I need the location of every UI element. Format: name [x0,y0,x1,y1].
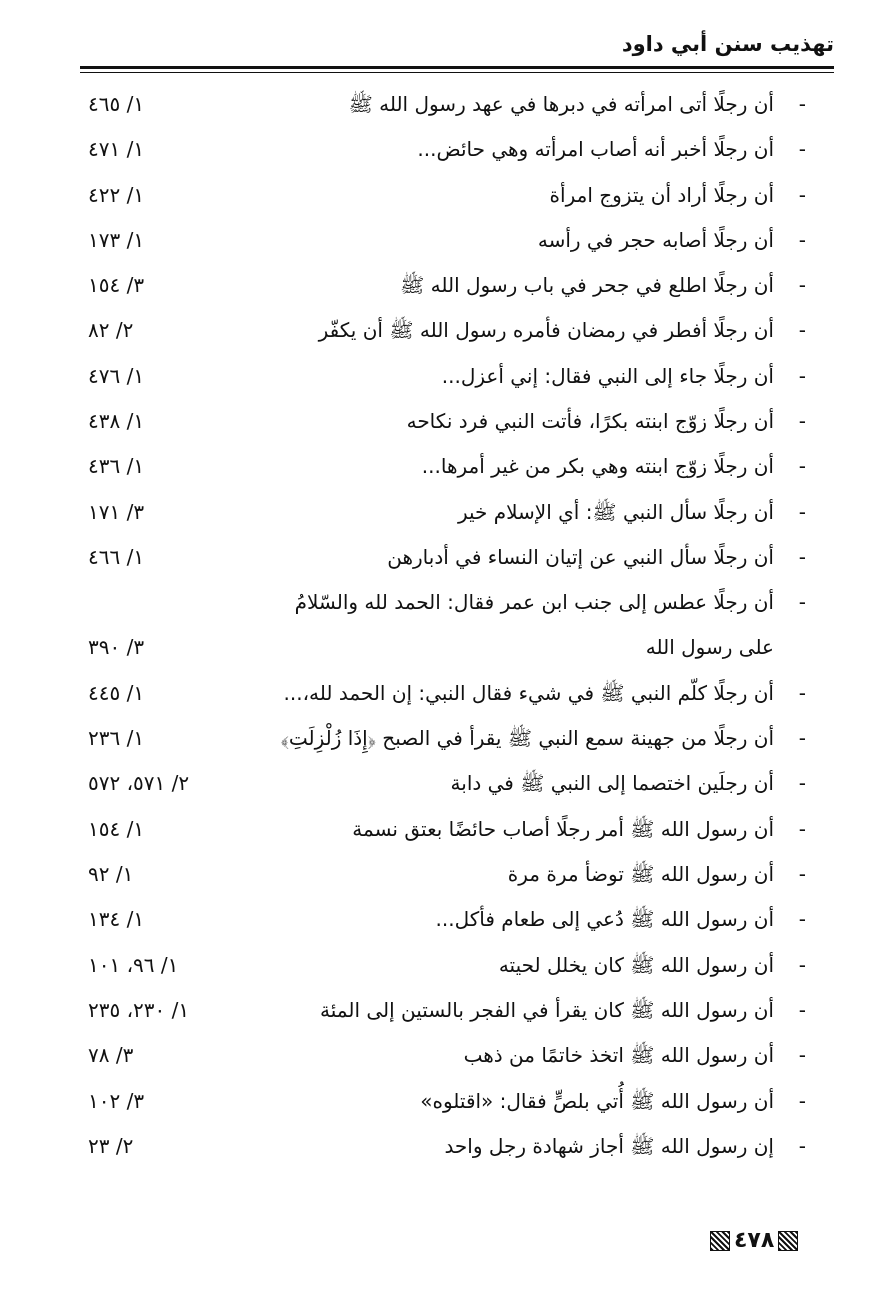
ornament-icon [710,1231,730,1251]
index-entry [0,354,892,399]
page-footer [710,1228,798,1253]
entry-reference: ١/ ١٧٣ [88,227,145,252]
entry-text: أن رجلًا عطس إلى جنب ابن عمر فقال: الحمد لله والسّلامُ [294,590,774,615]
index-entry [0,308,892,353]
entry-reference: ١/ ١٥٤ [88,816,145,841]
entry-reference: ١/ ٤٦٥ [88,92,145,116]
entry-reference: ١/ ٤٦٦ [88,544,145,569]
entry-dash: - [798,816,806,841]
entry-text: أن رجلًا زوّج ابنته وهي بكر من غير أمرها... [421,454,774,479]
entry-dash: - [798,227,806,252]
entry-text: أن رسول الله ﷺ كان يقرأ في الفجر بالستين إلى المئة [320,997,774,1022]
entry-reference: ١/ ٤٤٥ [88,680,145,705]
entry-dash: - [798,182,806,207]
entry-reference: ١/ ١٣٤ [88,907,145,932]
entry-reference: ٢/ ٨٢ [88,318,134,343]
entry-dash: - [798,1133,806,1158]
entry-dash: - [798,1088,806,1113]
index-entry [0,1124,892,1169]
entry-text: أن رجلًا أراد أن يتزوج امرأة [549,182,774,207]
entry-reference: ١/ ٢٣٠، ٢٣٥ [88,997,190,1022]
entry-dash: - [798,997,806,1022]
index-entry [0,807,892,852]
index-entry [0,1033,892,1078]
entry-reference: ٣/ ١٠٢ [88,1088,145,1113]
entry-dash: - [798,318,806,343]
entry-dash: - [798,862,806,887]
index-entry [0,580,892,671]
index-entry [0,444,892,489]
index-entry [0,490,892,535]
entry-text-continuation: على رسول الله [645,635,774,660]
entry-reference: ٣/ ٣٩٠ [88,635,145,660]
entry-dash: - [798,1043,806,1068]
entry-dash: - [798,590,806,615]
entry-dash: - [798,680,806,705]
page-number: ٤٧٨ [734,1228,775,1253]
index-entry [0,399,892,444]
entry-reference: ١/ ٤٧١ [88,137,145,162]
entry-dash: - [798,499,806,524]
entry-reference: ٢/ ٢٣ [88,1133,134,1158]
index-entry [0,127,892,172]
entry-text: أن رسول الله ﷺ أُتي بلصٍّ فقال: «اقتلوه» [420,1088,774,1113]
entry-text: أن رجلًا أصابه حجر في رأسه [537,227,774,252]
entry-reference: ١/ ٩٢ [88,862,134,887]
entry-dash: - [798,907,806,932]
entry-text: أن رسول الله ﷺ كان يخلل لحيته [498,952,774,977]
entry-text: أن رجلًا أفطر في رمضان فأمره رسول الله ﷺ أن يكفّر [318,318,774,343]
entry-dash: - [798,363,806,388]
entry-text: أن رجلًا اطلع في جحر في باب رسول الله ﷺ [400,273,774,298]
entry-text: أن رجلًا أتى امرأته في دبرها في عهد رسول الله ﷺ [348,92,774,116]
entry-dash: - [798,409,806,434]
index-entry [0,1079,892,1124]
index-entry [0,535,892,580]
entry-dash: - [798,92,806,116]
index-entry [0,943,892,988]
entry-text: أن رجلًا من جهينة سمع النبي ﷺ يقرأ في الصبح ﴿إِذَا زُلْزِلَتِ﴾ [280,726,774,751]
entry-reference: ١/ ٤٢٢ [88,182,145,207]
index-entry [0,897,892,942]
entry-text: أن رجلَين اختصما إلى النبي ﷺ في دابة [450,771,774,796]
entry-text: إن رسول الله ﷺ أجاز شهادة رجل واحد [444,1133,774,1158]
index-entry [0,716,892,761]
entry-reference: ١/ ٤٣٨ [88,409,145,434]
entry-reference: ٣/ ٧٨ [88,1043,134,1068]
entry-reference: ١/ ٤٣٦ [88,454,145,479]
running-head: تهذيب سنن أبي داود [621,32,834,56]
index-entry [0,988,892,1033]
index-entry [0,263,892,308]
entry-dash: - [798,137,806,162]
entry-dash: - [798,771,806,796]
entry-text: أن رسول الله ﷺ دُعي إلى طعام فأكل... [435,907,774,932]
entry-text: أن رسول الله ﷺ توضأ مرة مرة [507,862,774,887]
entry-reference: ٣/ ١٧١ [88,499,145,524]
index-entry [0,173,892,218]
entry-reference: ٢/ ٥٧١، ٥٧٢ [88,771,190,796]
entry-dash: - [798,273,806,298]
entry-dash: - [798,544,806,569]
entry-dash: - [798,726,806,751]
entry-reference: ١/ ٩٦، ١٠١ [88,952,179,977]
header-rule-thick [80,66,834,69]
entry-reference: ١/ ٢٣٦ [88,726,145,751]
entry-dash: - [798,454,806,479]
entry-text: أن رسول الله ﷺ أمر رجلًا أصاب حائضًا بعتق نسمة [352,816,774,841]
ornament-icon [778,1231,798,1251]
entry-reference: ١/ ٤٧٦ [88,363,145,388]
index-entry [0,218,892,263]
entry-text: أن رجلًا كلّم النبي ﷺ في شيء فقال النبي: إن الحمد لله،... [283,680,774,705]
entry-reference: ٣/ ١٥٤ [88,273,145,298]
header-rule-thin [80,72,834,73]
entry-text: أن رجلًا زوّج ابنته بكرًا، فأتت النبي فرد نكاحه [406,409,774,434]
index-entry [0,671,892,716]
index-entry [0,761,892,806]
entry-text: أن رسول الله ﷺ اتخذ خاتمًا من ذهب [463,1043,774,1068]
index-entry [0,852,892,897]
index-entry [0,82,892,127]
entry-text: أن رجلًا سأل النبي ﷺ: أي الإسلام خير [457,499,774,524]
hadith-index-list [0,82,892,1169]
entry-dash: - [798,952,806,977]
entry-text: أن رجلًا سأل النبي عن إتيان النساء في أدبارهن [387,544,774,569]
entry-text: أن رجلًا جاء إلى النبي فقال: إني أعزل... [441,363,774,388]
entry-text: أن رجلًا أخبر أنه أصاب امرأته وهي حائض... [417,137,774,162]
